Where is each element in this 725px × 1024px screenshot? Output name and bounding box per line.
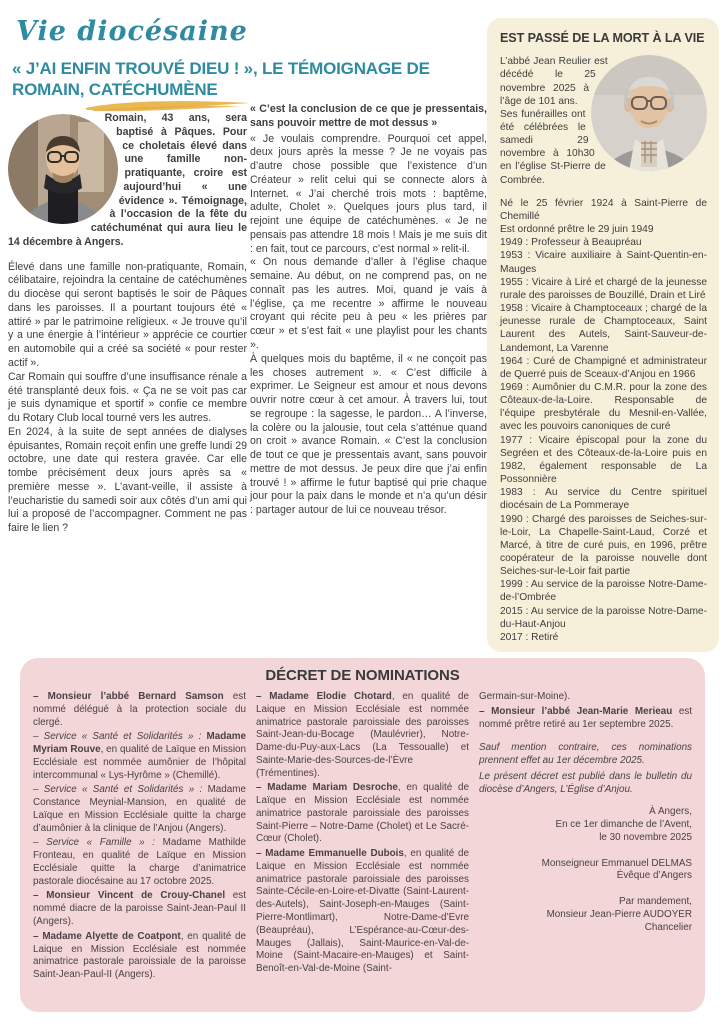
obituary-intro-2: Ses funérailles ont été célébrées le samedi 29 novembre à 10h30 en l’église St-Pierre de Combrée. xyxy=(500,108,606,186)
text-line: Chancelier xyxy=(644,921,692,933)
decree-item xyxy=(256,848,469,976)
brush-underline-decoration xyxy=(82,99,254,113)
text-segment: – Monsieur l’abbé Bernard Samson xyxy=(33,691,224,702)
text-line: Monseigneur Emmanuel DELMAS xyxy=(541,857,692,869)
text-segment: – Service « Famille » : xyxy=(33,837,163,849)
decree-column-3 xyxy=(479,691,692,984)
text-line: Évêque d’Angers xyxy=(616,870,692,882)
text-segment: Madame Myriam Rouve xyxy=(33,731,246,756)
decree-item xyxy=(33,731,246,782)
text-segment: , en qualité de Laique en Mission Ecclésiale est nommée animatrice pastorale paroissiale des paroisses Sainte-Cécile-en-Loire-et-Divatte (Saint-Laurent-des-Autels), Saint-Joseph-en-Mauges (Saint-Pierre-Montlimart), Notre-Dame-d’Evre (Beaupréau), L’Espérance-au-Cœur-des-Mauges (Jallais), Saint-Maurice-en-Val-de-Moine (Saint-Macaire-en-Mauges) et Saint-Benoît-en-Val-de-Moine (Saint- xyxy=(256,848,469,975)
text-line: 1990 : Chargé des paroisses de Seiches-sur-le-Loir, La Chapelle-Saint-Laud, Corzé et Marcé, à titre de curé puis, en 1996, prêtre coopérateur de la paroisse nouvelle dont Seiches-sur-le-Loir fait partie xyxy=(500,513,707,578)
text-line: 1964 : Curé de Champigné et administrateur de Querré puis de Sceaux-d’Anjou en 1966 xyxy=(500,355,707,380)
text-segment: – Madame Elodie Chotard xyxy=(256,691,392,702)
text-segment: Germain-sur-Moine). xyxy=(479,691,571,702)
article-subheading: « C’est la conclusion de ce que je pressentais, sans pouvoir mettre de mot dessus » xyxy=(250,103,487,129)
obituary-box xyxy=(487,18,719,652)
text-segment: est nommé diacre de la paroisse Saint-Jean-Paul II (Angers). xyxy=(33,890,246,928)
text-line: 1999 : Au service de la paroisse Notre-Dame-de-l’Ombrée xyxy=(500,579,707,604)
text-segment: , en qualité de Laique en Mission Ecclésiale est nommée animatrice pastorale paroissiale de la paroisse Saint-Jean-Paul-II (Angers). xyxy=(33,930,246,981)
text-line xyxy=(479,845,692,858)
text-segment: est nommé délégué à la protection sociale du clergé. xyxy=(33,691,246,728)
decree-notes xyxy=(479,742,692,796)
decree-item xyxy=(33,691,246,729)
text-segment: – Service « Santé et Solidarités » : xyxy=(33,731,207,743)
text-segment: – Madame Emmanuelle Dubois xyxy=(256,848,404,860)
paragraph: Car Romain qui souffre d’une insuffisance rénale a été transplanté deux fois. « Ça ne se voit pas car je suis dynamique et sportif » confie ce membre du Rotary Club local tourné vers les autres. xyxy=(8,370,247,425)
decree-column-3-paragraphs xyxy=(479,691,692,731)
decree-signature xyxy=(479,806,692,934)
text-segment: , en qualité de Laique en Mission Ecclésiale est nommée animatrice pastorale paroissiale des paroisses Saint-Jean-du-Bocage (Maulévrier), Notre-Dame-du-Puy-aux-Lacs (La Tessoualle) et Sainte-Marie-des-Sources-de-l’Èvre (Trémentines). xyxy=(256,691,470,779)
section-label: Vie diocésaine xyxy=(16,16,248,47)
obituary-timeline xyxy=(500,187,707,644)
text-segment: – Madame Alyette de Coatpont xyxy=(33,930,181,942)
paragraph: En 2024, à la suite de sept années de dialyses épuisantes, Romain reçoit enfin une greffe lundi 29 octobre, une date qui restera gravée. Car elle tombe précisément deux jours après sa « première messe ». L’avant-veille, il assiste à l’eucharistie du samedi soir aux côtés d’un ami qui lui a proposé de l’accompagner. Comment ne pas faire le lien ? xyxy=(8,425,247,535)
obituary-intro-1: L’abbé Jean Reulier est décédé le 25 novembre 2025 à l’âge de 101 ans. xyxy=(500,56,608,107)
text-line: Né le 25 février 1924 à Saint-Pierre de Chemillé xyxy=(500,197,707,222)
text-line: En ce 1er dimanche de l’Avent, xyxy=(555,819,692,831)
text-line: 1949 : Professeur à Beaupréau xyxy=(500,237,642,249)
text-segment: – Monsieur Vincent de Crouy-Chanel xyxy=(33,890,226,902)
text-segment: , en qualité de Laïque en Mission Ecclésiale est nommée animatrice pastorale paroissiale des paroisses Saint-Pierre – Notre-Dame (Cholet) et Le Sacré-Cœur (Cholet). xyxy=(256,782,469,845)
paragraph: Élevé dans une famille non-pratiquante, Romain, célibataire, rejoindra la centaine de catéchumènes du diocèse qui seront baptisés le soir de Pâques dans les paroisses. Il a pourtant toujours été « attiré » par le patrimoine religieux. « Je trouve qu’il y a une énergie à l’intérieur » apprécie ce courtier en automobile qui a créé sa société « pour rester actif ». xyxy=(8,260,247,370)
text-line: Par mandement, xyxy=(618,895,692,907)
romain-portrait-image xyxy=(8,114,118,224)
paragraph: Sauf mention contraire, ces nominations prennent effet au 1er décembre 2025. xyxy=(479,742,692,767)
text-line xyxy=(479,883,692,896)
text-line: 1953 : Vicaire auxiliaire à Saint-Quentin-en-Mauges xyxy=(500,250,707,275)
paragraph: « On nous demande d’aller à l’église chaque semaine. Au début, on ne comprend pas, on ne connaît pas les autres. Moi, quand je vais à l’église, ça me recentre » affirme le nouveau croyant qui récite peu à peu « les prières par cœur » et s’est fait « une playlist pour les chants ». xyxy=(250,256,487,352)
text-segment: – Service « Santé et Solidarités » : xyxy=(33,784,208,796)
decree-item xyxy=(256,782,469,846)
text-line: 1983 : Au service du Centre spirituel diocésain de La Pommeraye xyxy=(500,487,707,512)
priest-portrait-image xyxy=(591,55,707,171)
article-middle-paragraphs xyxy=(250,133,487,518)
text-line: 1958 : Vicaire à Champtoceaux ; chargé de la jeunesse rurale de Champtoceaux, Saint Laurent des Autels, Saint-Sauveur-de-Landemont, La Varenne xyxy=(500,303,707,354)
decree-title: DÉCRET DE NOMINATIONS xyxy=(265,667,460,684)
text-segment: – Madame Mariam Desroche xyxy=(256,782,398,794)
obituary-title: EST PASSÉ DE LA MORT À LA VIE xyxy=(500,31,705,45)
priest-photo xyxy=(591,55,707,171)
article-middle-column xyxy=(250,103,487,518)
decree-column-1 xyxy=(33,691,246,984)
paragraph: « Je voulais comprendre. Pourquoi cet appel, deux jours après la messe ? Je ne voyais pas d’autre chose possible que l’existence d’un Créateur » relit celui qui se connecte alors à Internet. « J’ai cherché trois mots : baptême, adulte, Cholet ». Quelques jours plus tard, il rejoint une équipe de catéchumènes. « Je ne pensais pas attendre 18 mois ! Mais je me suis dit : en fait, tout ce parcours, c’est normal » relit-il. xyxy=(250,132,487,255)
text-line: 2015 : Au service de la paroisse Notre-Dame-du-Haut-Anjou xyxy=(500,605,707,630)
text-line: Monsieur Jean-Pierre AUDOYER xyxy=(546,908,692,920)
decree-item xyxy=(256,691,469,780)
decree-item xyxy=(33,837,246,888)
decree-item xyxy=(479,691,692,704)
article-intro: Romain, 43 ans, sera baptisé à Pâques. Pour ce choletais élevé dans une famille non-pratiquante, croire est aujourd’hui « une évidence ». Témoignage, à l’occasion de la fête du catéchuménat qui aura lieu le 14 décembre à Angers. xyxy=(8,112,247,248)
article-left-column xyxy=(8,112,247,536)
text-segment: – Monsieur l’abbé Jean-Marie Merieau xyxy=(479,705,673,717)
text-segment: Madame Mathilde Fronteau, en qualité de Laïque en Mission Ecclésiale quitte la charge d’animatrice pastorale diocésaine au 17 octobre 2025. xyxy=(33,837,246,887)
decree-item xyxy=(33,890,246,928)
text-line: 2017 : Retiré xyxy=(500,631,559,643)
text-segment: est nommé prêtre retiré au 1er septembre 2025. xyxy=(479,705,693,730)
text-segment: , en qualité de Laïque en Mission Ecclésiale est nommée aumônier de l’hôpital intercommunal « Lys-Hyrôme » (Chemillé). xyxy=(33,744,246,781)
decree-item xyxy=(479,706,692,732)
decree-column-2 xyxy=(256,691,469,984)
text-segment: Madame Constance Meynial-Mansion, en qualité de Laïque en Mission Ecclésiale quitte la charge d’aumônier à la clinique de l’Anjou (Angers). xyxy=(33,784,246,834)
decree-box xyxy=(20,658,705,1012)
text-line: 1955 : Vicaire à Liré et chargé de la jeunesse rurale des paroisses de Bouzillé, Drain et Liré xyxy=(500,276,707,301)
decree-item xyxy=(33,784,246,835)
text-line: 1977 : Vicaire épiscopal pour la zone du Segréen et des Côteaux-de-la-Loire puis en 1982, également responsable de La Possonnière xyxy=(500,434,707,486)
article-left-paragraphs xyxy=(8,261,247,536)
decree-columns xyxy=(33,691,692,984)
paragraph: À quelques mois du baptême, il « ne conçoit pas les choses autrement ». « C’est difficile à exprimer. Le Seigneur est amour et nous devons ouvrir notre cœur à cet amour. À travers lui, tout se regroupe : la sagesse, le pardon… A l’inverse, la colère ou la jalousie, tout cela s’atténue quand on croit » avance Romain. « C’est la conclusion de tout ce que je pressentais avant, sans pouvoir mettre de mot dessus. Je peux dire que j’ai enfin trouvé ! » affirme le futur baptisé qui prie chaque jour pour la paix dans le monde et n’a qu’un désir : partager autour de lui ce nouveau trésor. xyxy=(250,352,487,517)
text-line: le 30 novembre 2025 xyxy=(599,831,692,843)
text-line: 1969 : Aumônier du C.M.R. pour la zone des Côteaux-de-la-Loire. Responsable de l’équipe presbytérale du Mesnil-en-Vallée, avec les pouvoirs canoniques de curé xyxy=(500,381,707,433)
paragraph: Le présent décret est publié dans le bulletin du diocèse d’Angers, L’Église d’Anjou. xyxy=(479,770,692,795)
text-line: Est ordonné prêtre le 29 juin 1949 xyxy=(500,224,654,236)
text-line: À Angers, xyxy=(649,806,692,818)
decree-item xyxy=(33,931,246,982)
page-title: « J’AI ENFIN TROUVÉ DIEU ! », LE TÉMOIGNAGE DE ROMAIN, CATÉCHUMÈNE xyxy=(12,59,430,100)
romain-photo xyxy=(8,114,118,224)
